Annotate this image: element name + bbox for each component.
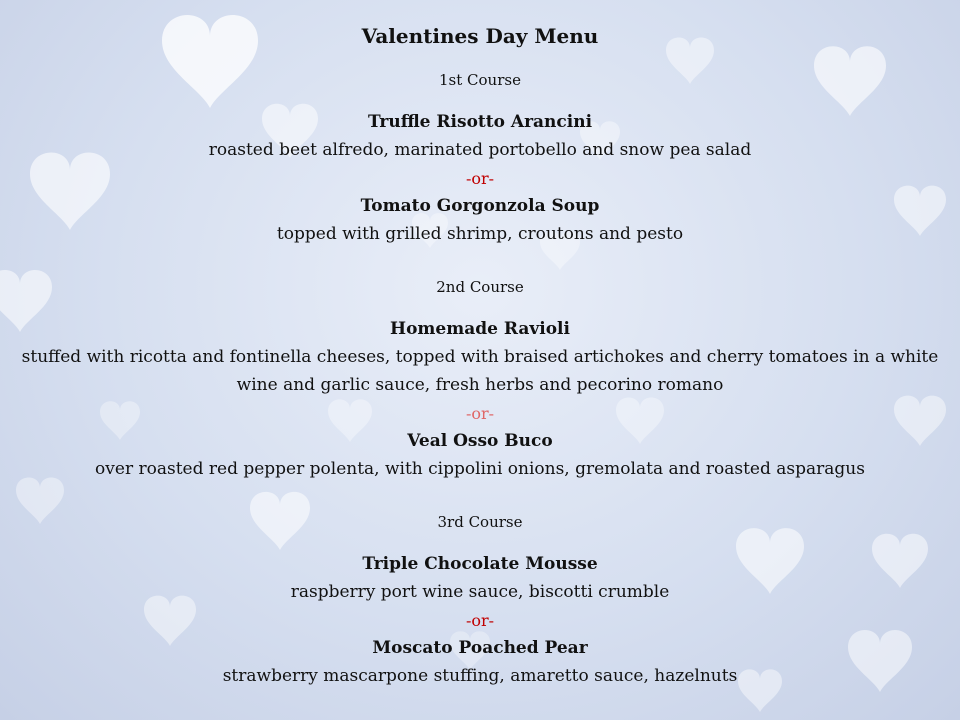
dish-2a-name: Homemade Ravioli [390,319,570,339]
course-1-heading: 1st Course [439,71,521,89]
course-2-heading: 2nd Course [436,278,524,296]
dish-3a-description: raspberry port wine sauce, biscotti crumble [290,582,670,602]
course-3-heading: 3rd Course [437,513,523,531]
dish-1a-description: roasted beet alfredo, marinated portobello and snow pea salad [208,140,752,160]
dish-1a-name: Truffle Risotto Arancini [367,112,593,132]
dish-1b-description: topped with grilled shrimp, croutons and pesto [276,224,684,244]
dish-3a-name: Triple Chocolate Mousse [362,554,598,574]
course-2-separator: -or- [465,404,495,423]
dish-3b-description: strawberry mascarpone stuffing, amaretto sauce, hazelnuts [222,666,738,686]
dish-3b-name: Moscato Poached Pear [372,638,588,658]
dish-2b-name: Veal Osso Buco [407,431,553,451]
menu-title: Valentines Day Menu [361,24,599,48]
dish-2a-description: stuffed with ricotta and fontinella cheeses, topped with braised artichokes and cherry tomatoes in a white wine and garlic sauce, fresh herbs and pecorino romano [21,347,939,395]
dish-2b-description: over roasted red pepper polenta, with cippolini onions, gremolata and roasted asparagus [95,459,865,479]
course-1-separator: -or- [465,169,495,188]
dish-1b-name: Tomato Gorgonzola Soup [360,196,600,216]
course-3-separator: -or- [465,611,495,630]
